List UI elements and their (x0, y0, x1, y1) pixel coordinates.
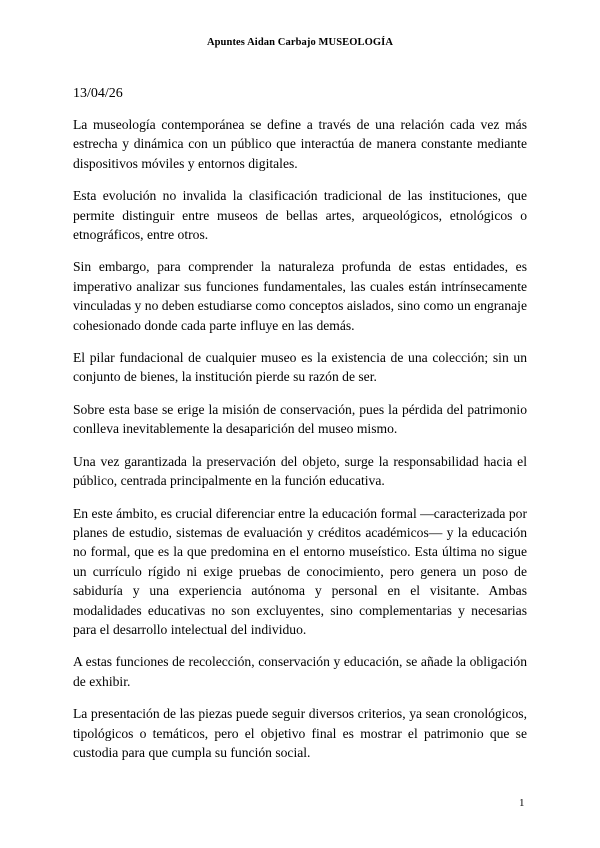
paragraph: La presentación de las piezas puede seguir diversos criterios, ya sean cronológicos, tipológicos o temáticos, pero el objetivo final es mostrar el patrimonio que se custodia para que cumpla su función social. (73, 706, 527, 760)
paragraph: El pilar fundacional de cualquier museo es la existencia de una colección; sin un conjunto de bienes, la institución pierde su razón de ser. (73, 350, 527, 385)
note-date: 13/04/26 (73, 86, 123, 101)
paragraph: En este ámbito, es crucial diferenciar entre la educación formal —caracterizada por planes de estudio, sistemas de evaluación y créditos académicos— y la educación no formal, que es la que predomina en el entorno museístico. Esta última no sigue un currículo rígido ni exige pruebas de conocimiento, pero genera un poso de sabiduría y una experiencia autónoma y personal en el visitante. Ambas modalidades educativas no son excluyentes, sino complementarias y necesarias para el desarrollo intelectual del individuo. (73, 505, 527, 637)
page-header: Apuntes Aidan Carbajo MUSEOLOGÍA (206, 37, 394, 48)
paragraph: A estas funciones de recolección, conservación y educación, se añade la obligación de exhibir. (73, 654, 527, 689)
document-body (73, 115, 527, 775)
paragraph: Esta evolución no invalida la clasificación tradicional de las instituciones, que permite distinguir entre museos de bellas artes, arqueológicos, etnológicos o etnográficos, entre otros. (73, 188, 527, 243)
paragraph: La museología contemporánea se define a través de una relación cada vez más estrecha y dinámica con un público que interactúa de manera constante mediante dispositivos móviles y entornos digitales. (73, 117, 527, 171)
paragraph: Sin embargo, para comprender la naturaleza profunda de estas entidades, es imperativo analizar sus funciones fundamentales, las cuales están intrínsecamente vinculadas y no deben estudiarse como conceptos aislados, sino como un engranaje cohesionado donde cada parte influye en las demás. (73, 259, 527, 333)
page-number: 1 (519, 797, 525, 809)
paragraph: Una vez garantizada la preservación del objeto, surge la responsabilidad hacia el público, centrada principalmente en la función educativa. (73, 453, 527, 489)
paragraph: Sobre esta base se erige la misión de conservación, pues la pérdida del patrimonio conlleva inevitablemente la desaparición del museo mismo. (73, 401, 527, 437)
